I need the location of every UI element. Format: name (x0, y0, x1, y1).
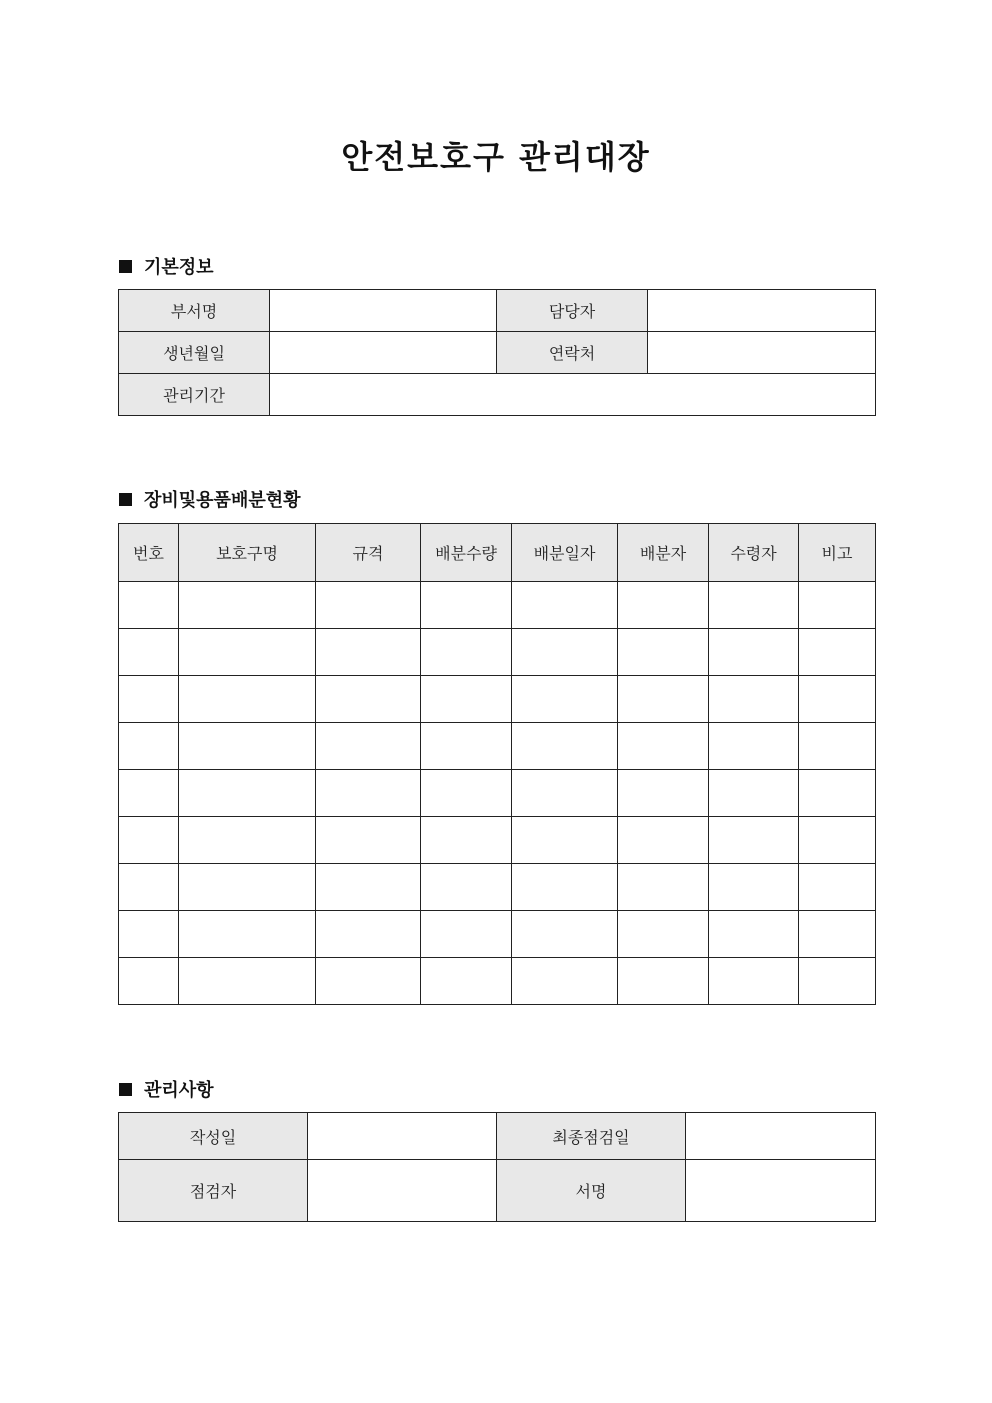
birthdate-field[interactable] (270, 332, 497, 374)
table-cell[interactable] (119, 676, 179, 723)
table-cell[interactable] (316, 817, 421, 864)
table-cell[interactable] (316, 629, 421, 676)
table-cell[interactable] (512, 676, 618, 723)
table-cell[interactable] (618, 864, 709, 911)
table-cell[interactable] (119, 629, 179, 676)
department-field[interactable] (270, 290, 497, 332)
last-check-date-field[interactable] (686, 1113, 876, 1160)
table-row (119, 629, 876, 676)
signature-field[interactable] (686, 1160, 876, 1222)
table-cell[interactable] (421, 676, 512, 723)
table-cell[interactable] (119, 817, 179, 864)
table-cell[interactable] (709, 864, 799, 911)
manager-label: 담당자 (497, 290, 648, 332)
table-cell[interactable] (179, 864, 316, 911)
table-row (119, 817, 876, 864)
table-cell[interactable] (421, 958, 512, 1005)
table-cell[interactable] (512, 629, 618, 676)
table-cell[interactable] (179, 770, 316, 817)
table-header-row (119, 524, 876, 582)
table-cell[interactable] (179, 723, 316, 770)
table-cell[interactable] (316, 582, 421, 629)
table-cell[interactable] (421, 864, 512, 911)
period-field[interactable] (270, 374, 876, 416)
page-title: 안전보호구 관리대장 (341, 138, 651, 176)
table-cell[interactable] (316, 958, 421, 1005)
table-cell[interactable] (316, 723, 421, 770)
table-cell[interactable] (179, 911, 316, 958)
column-header-recipient: 수령자 (709, 524, 799, 582)
table-cell[interactable] (119, 958, 179, 1005)
table-cell[interactable] (179, 958, 316, 1005)
table-cell[interactable] (119, 582, 179, 629)
table-cell[interactable] (179, 629, 316, 676)
table-cell[interactable] (709, 676, 799, 723)
table-cell[interactable] (618, 582, 709, 629)
table-cell[interactable] (421, 723, 512, 770)
table-row (119, 770, 876, 817)
table-cell[interactable] (618, 770, 709, 817)
table-cell[interactable] (709, 723, 799, 770)
created-date-label: 작성일 (119, 1113, 308, 1160)
table-cell[interactable] (179, 817, 316, 864)
table-cell[interactable] (799, 676, 876, 723)
table-cell[interactable] (799, 770, 876, 817)
management-table (118, 1112, 876, 1222)
basic-info-table (118, 289, 876, 416)
column-header-number: 번호 (119, 524, 179, 582)
column-header-quantity: 배분수량 (421, 524, 512, 582)
table-row (119, 723, 876, 770)
column-header-distributor: 배분자 (618, 524, 709, 582)
section-heading-text: 장비및용품배분현황 (144, 490, 301, 511)
section-heading-text: 기본정보 (144, 257, 214, 278)
contact-label: 연락처 (497, 332, 648, 374)
table-cell[interactable] (421, 770, 512, 817)
table-row (119, 911, 876, 958)
column-header-spec: 규격 (316, 524, 421, 582)
section-heading-distribution (119, 486, 301, 512)
department-label: 부서명 (119, 290, 270, 332)
table-cell[interactable] (512, 723, 618, 770)
square-bullet-icon (119, 1083, 132, 1096)
section-heading-text: 관리사항 (144, 1080, 214, 1101)
manager-field[interactable] (648, 290, 876, 332)
table-cell[interactable] (179, 582, 316, 629)
table-cell[interactable] (618, 723, 709, 770)
section-heading-basic-info (119, 253, 214, 279)
table-cell[interactable] (119, 864, 179, 911)
square-bullet-icon (119, 260, 132, 273)
table-cell[interactable] (799, 958, 876, 1005)
table-cell[interactable] (618, 676, 709, 723)
table-cell[interactable] (316, 770, 421, 817)
signature-label: 서명 (497, 1160, 686, 1222)
table-cell[interactable] (316, 864, 421, 911)
table-cell[interactable] (799, 629, 876, 676)
table-cell[interactable] (618, 817, 709, 864)
column-header-date: 배분일자 (512, 524, 618, 582)
distribution-table (118, 523, 876, 1005)
table-cell[interactable] (421, 629, 512, 676)
table-cell[interactable] (709, 582, 799, 629)
last-check-date-label: 최종점검일 (497, 1113, 686, 1160)
table-cell[interactable] (709, 770, 799, 817)
table-cell[interactable] (512, 958, 618, 1005)
table-cell[interactable] (512, 817, 618, 864)
table-row (119, 958, 876, 1005)
table-cell[interactable] (799, 817, 876, 864)
table-cell[interactable] (799, 864, 876, 911)
table-cell[interactable] (512, 770, 618, 817)
table-cell[interactable] (618, 958, 709, 1005)
table-cell[interactable] (512, 582, 618, 629)
table-cell[interactable] (119, 723, 179, 770)
table-row (119, 676, 876, 723)
table-cell[interactable] (709, 817, 799, 864)
table-cell[interactable] (316, 676, 421, 723)
table-cell[interactable] (709, 958, 799, 1005)
inspector-field[interactable] (308, 1160, 497, 1222)
table-row (119, 864, 876, 911)
table-cell[interactable] (512, 864, 618, 911)
table-cell[interactable] (799, 582, 876, 629)
table-cell[interactable] (799, 911, 876, 958)
table-cell[interactable] (709, 629, 799, 676)
table-cell[interactable] (179, 676, 316, 723)
inspector-label: 점검자 (119, 1160, 308, 1222)
column-header-item-name: 보호구명 (179, 524, 316, 582)
birthdate-label: 생년월일 (119, 332, 270, 374)
table-cell[interactable] (421, 911, 512, 958)
column-header-note: 비고 (799, 524, 876, 582)
table-row (119, 582, 876, 629)
table-cell[interactable] (799, 723, 876, 770)
period-label: 관리기간 (119, 374, 270, 416)
table-cell[interactable] (421, 582, 512, 629)
created-date-field[interactable] (308, 1113, 497, 1160)
table-cell[interactable] (512, 911, 618, 958)
contact-field[interactable] (648, 332, 876, 374)
table-cell[interactable] (119, 911, 179, 958)
table-cell[interactable] (618, 629, 709, 676)
section-heading-management (119, 1076, 214, 1102)
table-cell[interactable] (119, 770, 179, 817)
table-cell[interactable] (316, 911, 421, 958)
table-cell[interactable] (421, 817, 512, 864)
table-cell[interactable] (618, 911, 709, 958)
square-bullet-icon (119, 493, 132, 506)
table-cell[interactable] (709, 911, 799, 958)
